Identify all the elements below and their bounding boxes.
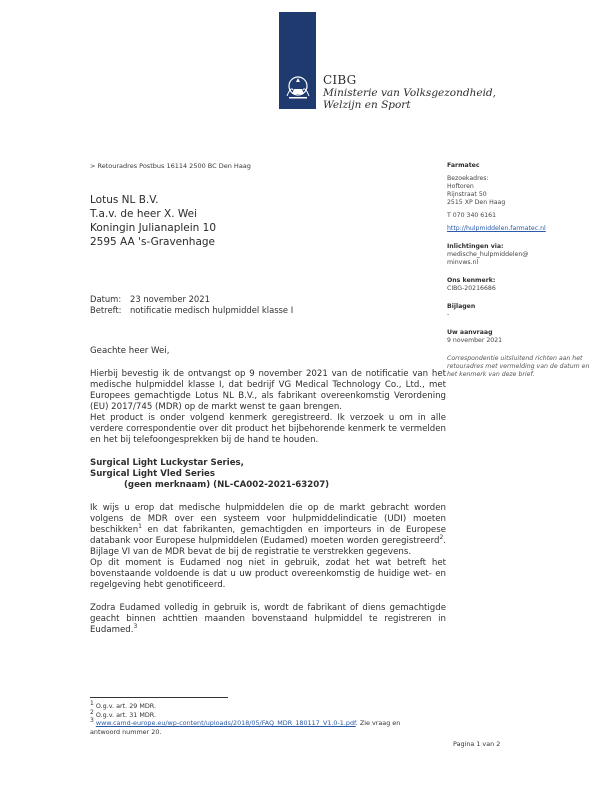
info-label: Inlichtingen via:	[447, 243, 504, 250]
paragraph: Zodra Eudamed volledig in gebruik is, wordt de fabrikant of diens gemachtigde geacht binnen achttien maanden bovenstaand hulpmiddel te registreren in Eudamed.$^3$	[90, 603, 446, 635]
product-block	[90, 458, 446, 491]
product-name: Surgical Light Luckystar Series,	[90, 458, 244, 468]
attachments-value: -	[447, 311, 450, 318]
paragraph: Op dit moment is Eudamed nog niet in gebruik, zodat het wat betreft het bovenstaande voldoende is dat u uw product overeenkomstig de huidige wet- en regelgeving hebt genotificeerd.	[90, 558, 446, 590]
paragraph: Het product is onder volgend kenmerk geregistreerd. Ik verzoek u om in alle verdere correspondentie over dit product het bijbehorende kenmerk te vermelden en het bij telefoongesprekken bij de hand te houden.	[90, 413, 446, 445]
footnote-mark: 3	[133, 623, 138, 631]
paragraph: Hierbij bevestig ik de ontvangst op 9 november 2021 van de notificatie van het medische hulpmiddel klasse I, dat bedrijf VG Medical Technology Co., Ltd., met Europees gemachtigde Lotus NL B.V., als fabrikant overeenkomstig Verordening (EU) 2017/745 (MDR) op de markt wenst te gaan brengen.	[90, 369, 446, 412]
addressee-line: 2595 AA 's-Gravenhage	[90, 236, 216, 248]
visit-line: Hoftoren	[447, 183, 474, 190]
product-name: Surgical Light Vled Series	[90, 469, 215, 479]
request-value: 9 november 2021	[447, 337, 503, 344]
addressee-line: T.a.v. de heer X. Wei	[90, 208, 198, 220]
ministry-line1: Ministerie van Volksgezondheid,	[323, 87, 496, 99]
reference-value: CIBG-20216686	[447, 285, 496, 292]
info-line: minvws.nl	[447, 259, 479, 266]
reference-label: Ons kenmerk:	[447, 277, 496, 284]
letter-body	[90, 346, 446, 648]
return-address: > Retouradres Postbus 16114 2500 BC Den Haag	[90, 162, 251, 170]
ministry-line2: Welzijn en Sport	[323, 99, 411, 111]
subject-label: Betreft:	[90, 305, 122, 315]
addressee-line: Lotus NL B.V.	[90, 194, 159, 206]
footnote-mark: 1	[138, 523, 142, 531]
subject-value: notificatie medisch hulpmiddel klasse I	[130, 305, 294, 315]
page-number: Pagina 1 van 2	[453, 740, 501, 748]
sidebar-info	[447, 162, 592, 389]
request-label: Uw aanvraag	[447, 329, 493, 336]
info-line: medische_hulpmiddelen@	[447, 251, 529, 258]
logo-text	[323, 74, 496, 111]
salutation: Geachte heer Wei,	[90, 346, 170, 356]
org-name: CIBG	[323, 73, 357, 87]
correspondence-note: Correspondentie uitsluitend richten aan het retouradres met vermelding van de datum en het kenmerk van deze brief.	[447, 355, 590, 378]
footnote: $^2$ O.g.v. art. 31 MDR.	[90, 708, 157, 719]
letter-meta	[90, 294, 293, 316]
attachments-label: Bijlagen	[447, 303, 476, 310]
footnotes	[90, 699, 430, 736]
visit-label: Bezoekadres:	[447, 175, 489, 182]
paragraph: Ik wijs u erop dat medische hulpmiddelen die op de markt gebracht worden volgens de MDR over een systeem voor hulpmiddelindicatie (UDI) moeten beschikken$^1$ en dat fabrikanten, gemachtigden en importeurs in de Europese databank voor Europese hulpmiddelen (Eudamed) moeten worden geregistreerd$^2$. Bijlage VI van de MDR bevat de bij de registratie te verstrekken gegevens.	[90, 503, 446, 557]
addressee-block	[90, 193, 216, 249]
visit-line: 2515 XP Den Haag	[447, 199, 506, 206]
footnote-mark: 2	[439, 534, 444, 542]
addressee-line: Koningin Julianaplein 10	[90, 222, 217, 234]
website-link[interactable]: http://hulpmiddelen.farmatec.nl	[447, 225, 546, 232]
footnote: $^3$ www.camd-europe.eu/wp-content/uploads/2018/05/FAQ_MDR_180117_V1.0-1.pdf. Zie vraag en antwoord nummer 20.	[90, 717, 401, 736]
department-name: Farmatec	[447, 162, 480, 169]
product-reference: (geen merknaam) (NL-CA002-2021-63207)	[124, 480, 330, 490]
date-label: Datum:	[90, 294, 122, 304]
footnote-link[interactable]: www.camd-europe.eu/wp-content/uploads/2018/05/FAQ_MDR_180117_V1.0-1.pdf	[95, 719, 356, 728]
visit-line: Rijnstraat 50	[447, 191, 487, 198]
crest-icon	[283, 72, 313, 102]
date-value: 23 november 2021	[130, 294, 210, 304]
footnote: $^1$ O.g.v. art. 29 MDR.	[90, 699, 157, 710]
footnote-divider	[90, 697, 228, 698]
phone-number: T 070 340 6161	[447, 212, 497, 219]
